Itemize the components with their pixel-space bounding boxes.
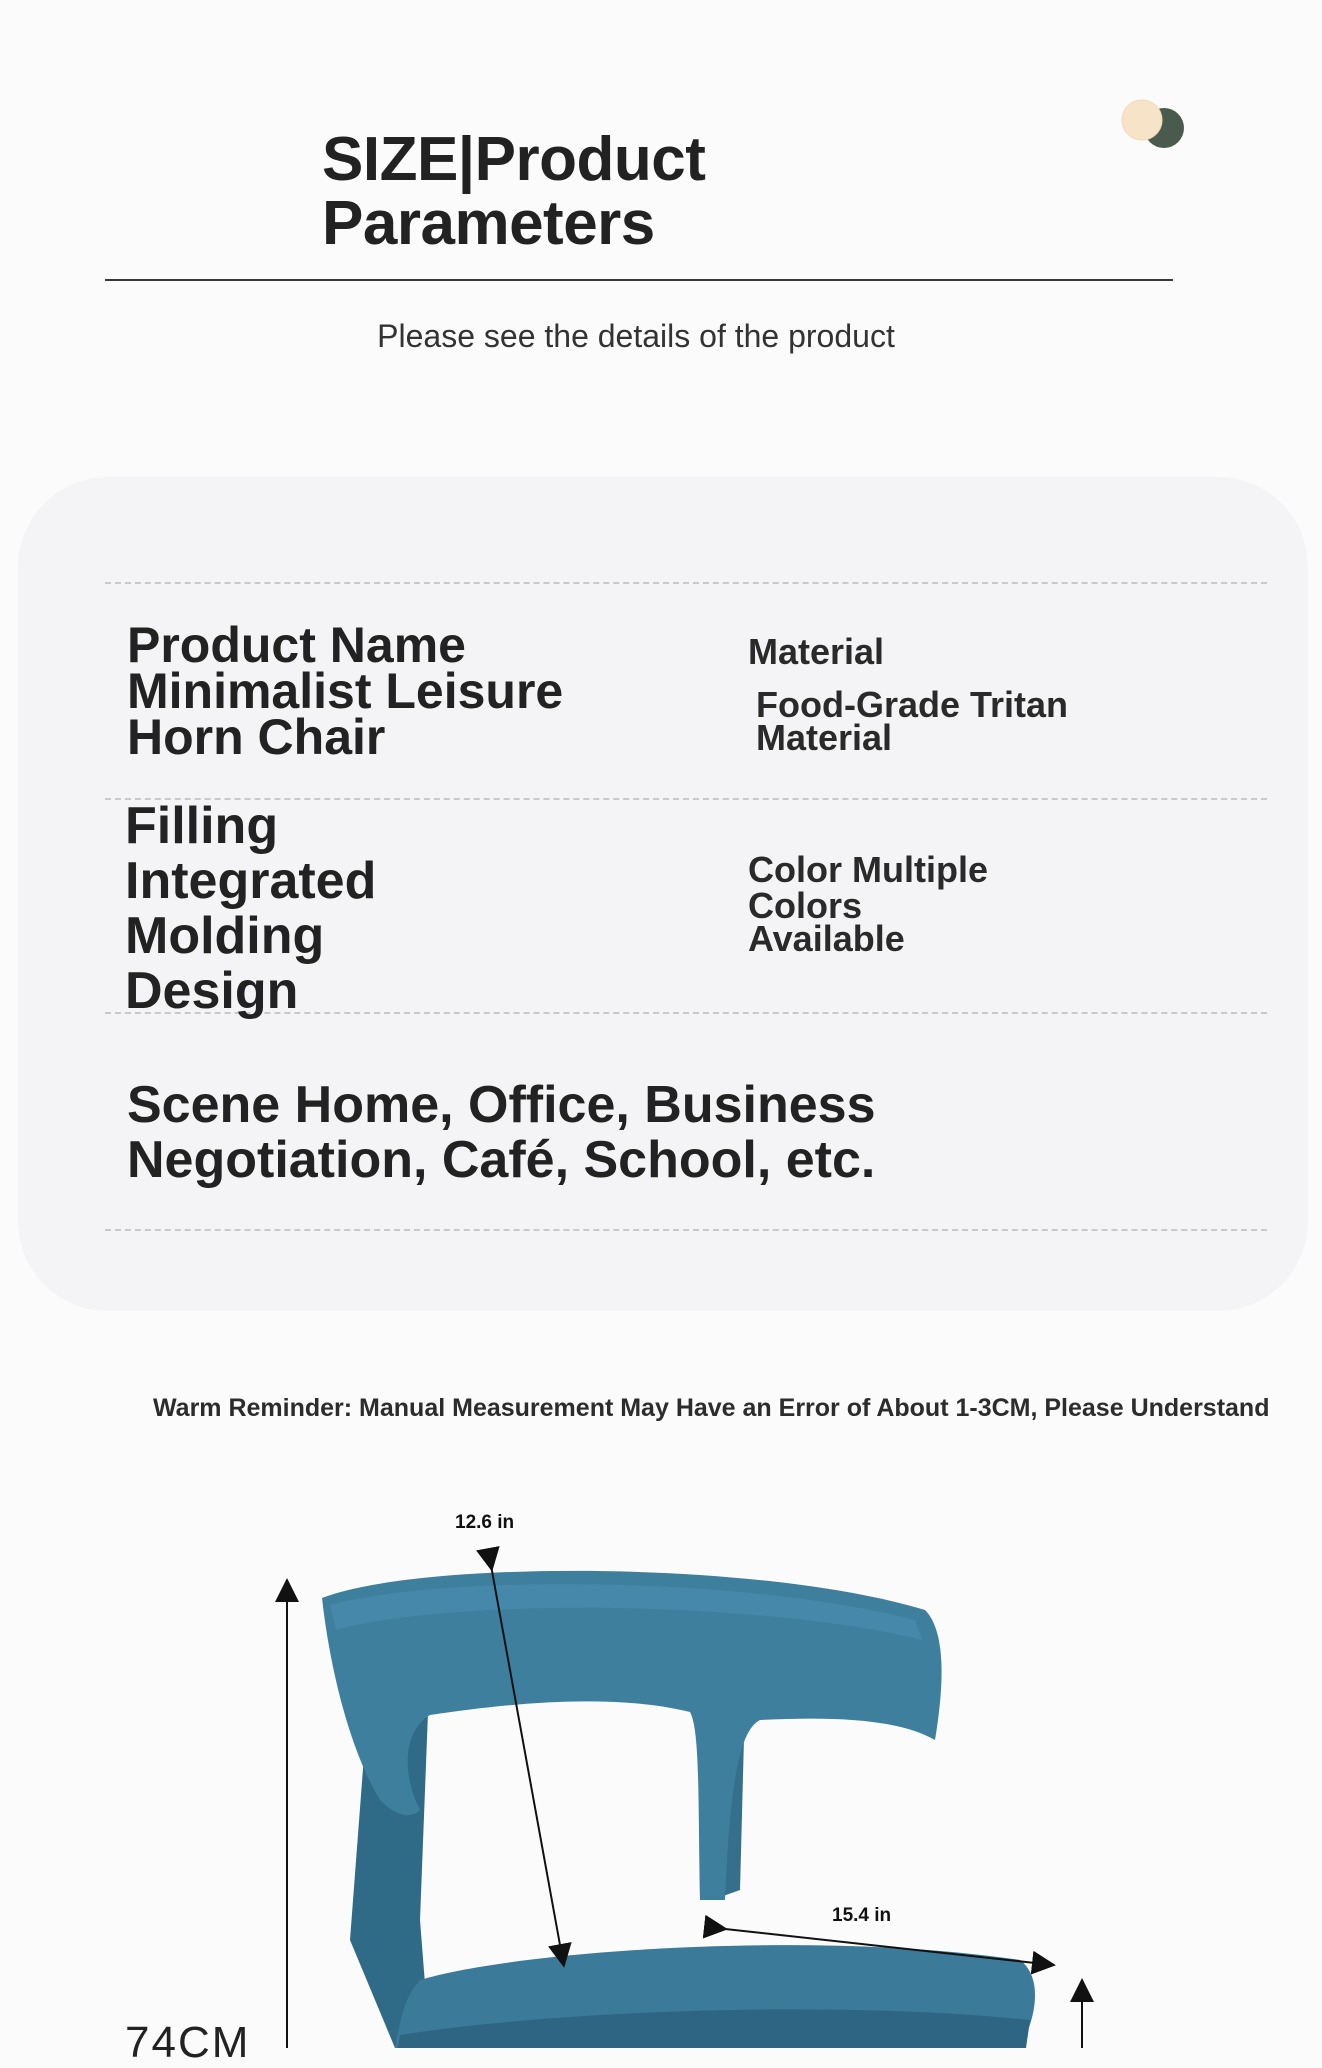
product-name-value: Minimalist Leisure xyxy=(127,663,564,719)
color-line: Available xyxy=(748,918,905,959)
material-spec xyxy=(748,631,1228,758)
chair-illustration xyxy=(0,1480,1322,2048)
material-value-line: Material xyxy=(756,717,893,758)
scene-line: Negotiation, Café, School, etc. xyxy=(127,1131,876,1189)
page-title xyxy=(322,125,706,258)
product-name-spec xyxy=(127,617,687,765)
filling-line: Integrated xyxy=(125,852,377,910)
title-line-2: Parameters xyxy=(322,189,655,258)
backrest-width-label: 12.6 in xyxy=(455,1512,515,1533)
filling-line: Molding xyxy=(125,907,325,965)
page-subtitle: Please see the details of the product xyxy=(377,318,895,354)
product-name-label: Product Name xyxy=(127,617,466,673)
filling-spec xyxy=(125,799,585,1019)
filling-line: Filling xyxy=(125,797,279,855)
color-line: Colors xyxy=(748,885,863,926)
color-spec xyxy=(748,849,1128,959)
height-label: 74CM xyxy=(125,2018,251,2067)
header-divider xyxy=(105,279,1173,281)
title-line-1: SIZE|Product xyxy=(322,125,706,194)
scene-spec xyxy=(127,1078,1027,1188)
product-name-value: Horn Chair xyxy=(127,709,386,765)
decorative-dots-icon xyxy=(1118,96,1188,152)
spec-divider xyxy=(105,582,1267,584)
filling-line: Design xyxy=(125,962,299,1020)
seat-depth-label: 15.4 in xyxy=(832,1905,892,1926)
scene-line: Scene Home, Office, Business xyxy=(127,1076,876,1134)
measurement-reminder: Warm Reminder: Manual Measurement May Have an Error of About 1-3CM, Please Understand xyxy=(153,1394,1270,1422)
spec-divider xyxy=(105,1229,1267,1231)
color-line: Color Multiple xyxy=(748,849,988,890)
material-value-line: Food-Grade Tritan xyxy=(756,684,1069,725)
material-label: Material xyxy=(748,631,885,672)
material-value xyxy=(756,684,1228,758)
